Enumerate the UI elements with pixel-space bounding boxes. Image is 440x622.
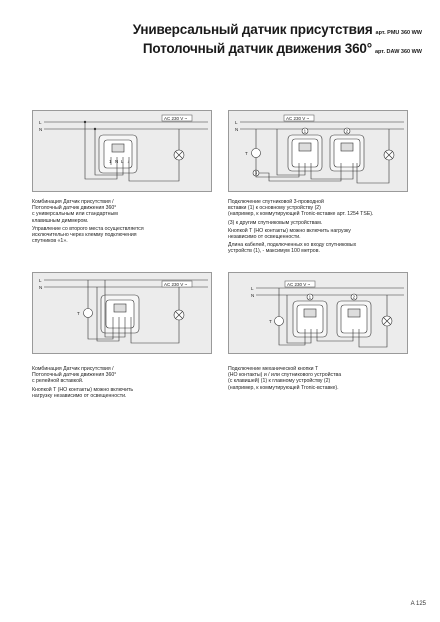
label-voltage: AC 230 V ~ xyxy=(286,116,310,121)
wiring-diagram-slave-3wire xyxy=(228,110,408,192)
label-voltage: AC 230 V ~ xyxy=(287,282,311,287)
label-neutral: N xyxy=(235,127,239,132)
caption-paragraph: Кнопкой T (НО контакты) можно включить нагрузку независимо от освещенности. xyxy=(32,386,134,399)
terminal-load: ↓ xyxy=(127,159,130,164)
caption-paragraph: Комбинация Датчик присутствия / Потолочный датчик движения 360° с универсальным или стандартным клавишным диммером. xyxy=(32,199,118,224)
label-slave1: 1 xyxy=(303,128,307,134)
caption-paragraph: Управление со второго места осуществляется исключительно через клемму подключения спутников «1». xyxy=(32,225,144,245)
title-ceiling-motion-detector: Потолочный датчик движения 360° xyxy=(142,41,372,56)
label-phase: L xyxy=(39,120,42,125)
label-voltage: AC 230 V ~ xyxy=(164,116,188,121)
caption-dimmer xyxy=(32,199,214,246)
article-ceiling-motion-detector: арт. DAW 360 WW xyxy=(374,49,422,55)
article-presence-detector: арт. PMU 360 WW xyxy=(375,30,422,36)
label-button: T xyxy=(245,151,248,156)
wiring-diagram-button-slave xyxy=(228,272,408,354)
label-neutral: N xyxy=(251,293,255,298)
label-phase: L xyxy=(235,120,238,125)
wiring-diagram-relay xyxy=(32,272,212,354)
caption-paragraph: (3) к другим спутниковым устройствам. xyxy=(228,219,323,226)
label-phase: L xyxy=(39,278,42,283)
caption-slave-3wire xyxy=(228,199,410,257)
label-slave1: 1 xyxy=(308,294,312,300)
page-header xyxy=(133,22,422,60)
label-button: T xyxy=(77,311,80,316)
wiring-diagram-dimmer xyxy=(32,110,212,192)
pushbutton-icon xyxy=(84,309,93,318)
caption-paragraph: Подключение спутниковой 3-проводной вставки (1) к основному устройству (2) (например, к коммутирующей Tronic-вставке арт. 1254 TSE). xyxy=(228,199,374,218)
label-slave3: 3 xyxy=(254,170,258,176)
caption-paragraph: Комбинация Датчик присутствия / Потолочный датчик движения 360° с релейной вставкой. xyxy=(32,366,117,385)
label-voltage: AC 230 V ~ xyxy=(164,282,188,287)
caption-paragraph: Длина кабелей, подключенных ко входу спутниковых устройств (1), - максимум 100 метров. xyxy=(228,242,357,255)
label-neutral: N xyxy=(39,285,43,290)
caption-paragraph: Кнопкой T (НО контакты) можно включить нагрузку независимо от освещенности. xyxy=(228,227,351,241)
caption-paragraph: Подключение механической кнопки T (НО контакты) и / или спутникового устройства (с клавишей) (1) к главному устройству (2) (например, к коммутирующей Tronic-вставке). xyxy=(228,366,342,391)
label-slave2: 2 xyxy=(345,128,349,134)
title-presence-detector: Универсальный датчик присутствия xyxy=(132,22,373,37)
pushbutton-icon xyxy=(275,317,284,326)
caption-button-slave xyxy=(228,366,410,393)
terminal-1: 1 xyxy=(109,159,112,164)
label-phase: L xyxy=(251,286,254,291)
label-button: T xyxy=(269,319,272,324)
terminal-n: N xyxy=(115,159,119,164)
pushbutton-icon xyxy=(252,149,261,158)
label-slave2: 2 xyxy=(352,294,356,300)
terminal-l: L xyxy=(121,159,124,164)
caption-relay xyxy=(32,366,214,401)
page-number: A 125 xyxy=(410,601,426,607)
label-neutral: N xyxy=(39,127,43,132)
